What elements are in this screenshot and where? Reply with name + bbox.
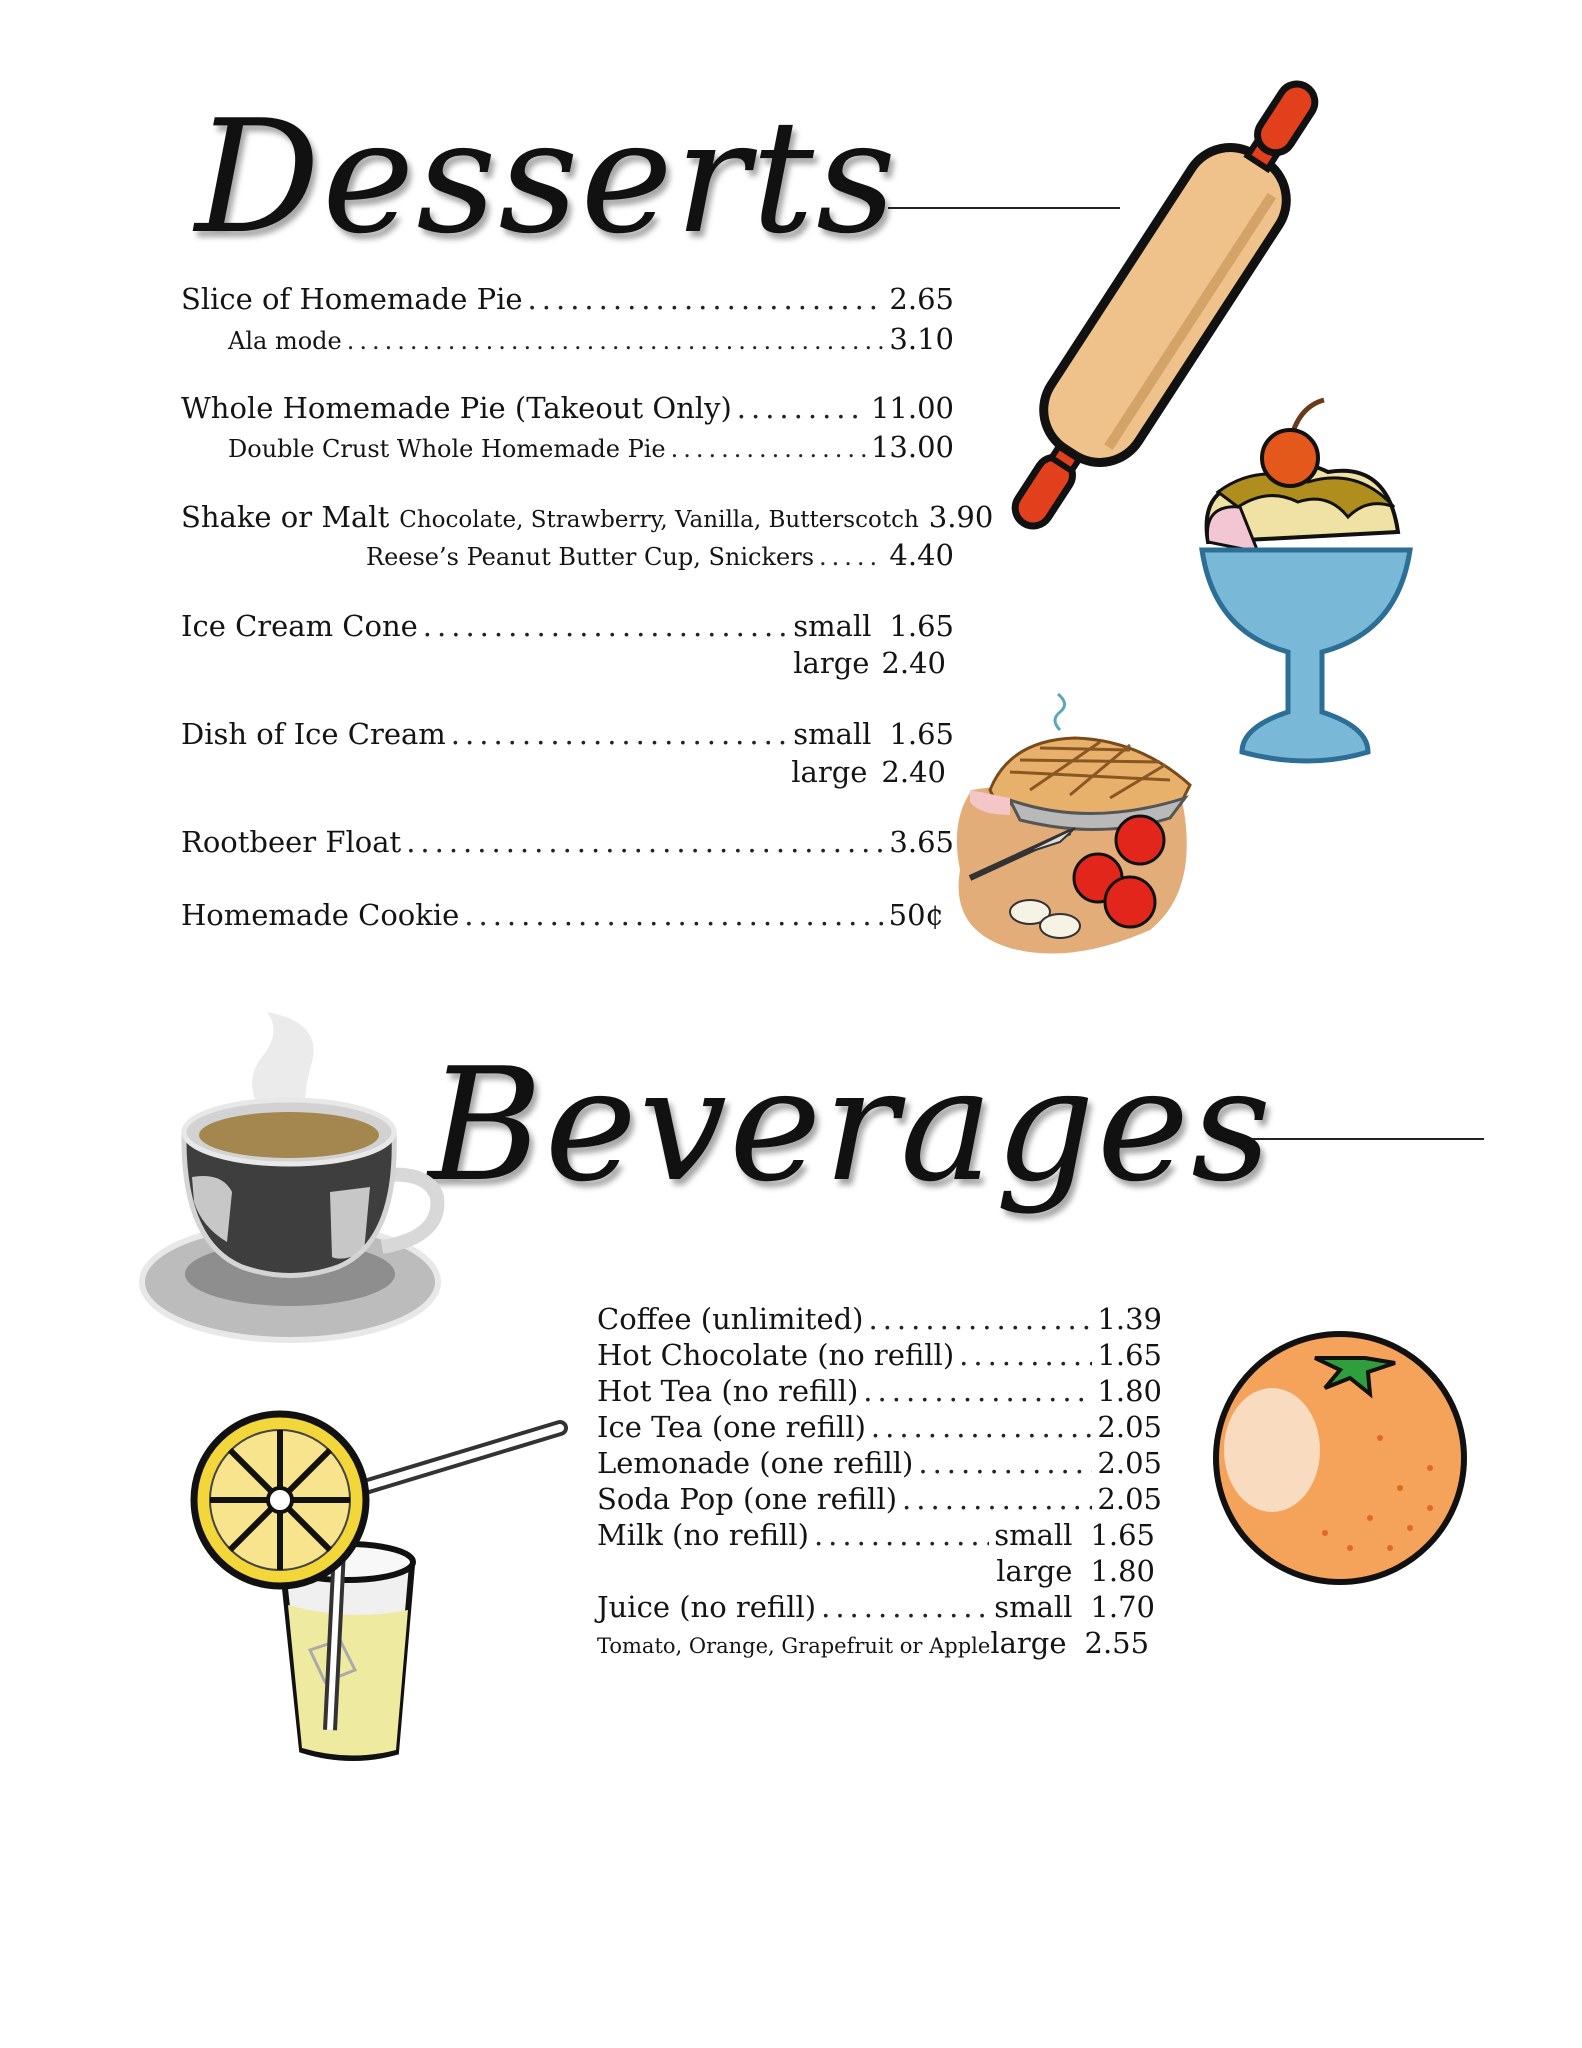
item-name: Ala mode bbox=[228, 327, 342, 355]
dot-leader bbox=[819, 543, 884, 571]
dot-leader bbox=[821, 1590, 989, 1624]
item-price: 1.39 bbox=[1097, 1302, 1162, 1336]
item-price: 11.00 bbox=[870, 391, 954, 425]
item-name: Coffee (unlimited) bbox=[597, 1302, 864, 1336]
dot-leader bbox=[918, 1446, 1092, 1480]
item-price: 1.80 bbox=[1097, 1374, 1162, 1408]
item-price: 2.05 bbox=[1097, 1482, 1162, 1516]
item-name: Juice (no refill) bbox=[597, 1590, 817, 1624]
coffee-cup-icon bbox=[142, 1012, 442, 1342]
item-price: 1.65 bbox=[889, 717, 954, 751]
dot-leader bbox=[871, 1410, 1093, 1444]
item-name: Reese’s Peanut Butter Cup, Snickers bbox=[366, 543, 815, 571]
menu-item bbox=[181, 898, 944, 932]
item-size: small bbox=[994, 1590, 1073, 1624]
beverages-title-rule bbox=[1252, 1138, 1484, 1140]
dot-leader bbox=[902, 1482, 1092, 1516]
item-description: Tomato, Orange, Grapefruit or Apple bbox=[597, 1634, 991, 1658]
item-name: Homemade Cookie bbox=[181, 898, 460, 932]
dot-leader bbox=[868, 1302, 1092, 1336]
item-name: Ice Tea (one refill) bbox=[597, 1410, 866, 1444]
dot-leader bbox=[423, 609, 788, 643]
item-name: Slice of Homemade Pie bbox=[181, 282, 523, 316]
item-price: 2.40 bbox=[881, 646, 946, 680]
dot-leader bbox=[347, 327, 885, 355]
lemonade-glass-icon bbox=[190, 1400, 570, 1770]
menu-item bbox=[597, 1338, 1162, 1372]
item-price: 2.05 bbox=[1097, 1446, 1162, 1480]
item-price: 3.90 bbox=[928, 500, 994, 534]
item-size: large bbox=[791, 755, 868, 789]
menu-item bbox=[597, 1410, 1162, 1444]
dot-leader bbox=[814, 1518, 989, 1552]
item-size: small bbox=[793, 717, 872, 751]
item-price: 3.65 bbox=[889, 825, 954, 859]
menu-item bbox=[181, 282, 954, 316]
item-name: Shake or Malt bbox=[181, 500, 390, 534]
menu-item bbox=[597, 1590, 1155, 1624]
sundae-icon bbox=[1198, 392, 1416, 792]
item-name: Milk (no refill) bbox=[597, 1518, 809, 1552]
menu-item bbox=[181, 609, 954, 643]
item-size: large bbox=[996, 1554, 1073, 1588]
item-description: Chocolate, Strawberry, Vanilla, Butterscotch bbox=[399, 507, 919, 533]
dot-leader bbox=[528, 282, 885, 316]
item-price: 3.10 bbox=[889, 322, 954, 356]
menu-item bbox=[181, 391, 954, 425]
item-price: 1.70 bbox=[1090, 1590, 1155, 1624]
apple-pie-icon bbox=[950, 690, 1196, 958]
item-name: Double Crust Whole Homemade Pie bbox=[228, 435, 666, 463]
dot-leader bbox=[451, 717, 788, 751]
item-price: 2.55 bbox=[1084, 1626, 1150, 1660]
dot-leader bbox=[406, 825, 884, 859]
menu-item bbox=[597, 1626, 1150, 1660]
item-price: 1.80 bbox=[1090, 1554, 1155, 1588]
menu-item bbox=[181, 500, 994, 534]
item-name: Hot Tea (no refill) bbox=[597, 1374, 859, 1408]
menu-item bbox=[597, 1446, 1162, 1480]
item-price: 2.05 bbox=[1097, 1410, 1162, 1444]
dot-leader bbox=[737, 391, 866, 425]
desserts-title: Desserts bbox=[195, 86, 899, 268]
menu-item bbox=[597, 1518, 1155, 1552]
item-size: large bbox=[793, 646, 870, 680]
menu-item bbox=[181, 717, 954, 751]
item-price: 50¢ bbox=[888, 898, 944, 932]
item-price: 2.65 bbox=[889, 282, 954, 316]
item-name: Hot Chocolate (no refill) bbox=[597, 1338, 955, 1372]
item-size: small bbox=[994, 1518, 1073, 1552]
orange-icon bbox=[1200, 1318, 1480, 1588]
dot-leader bbox=[863, 1374, 1092, 1408]
item-name: Rootbeer Float bbox=[181, 825, 402, 859]
item-price: 1.65 bbox=[1090, 1518, 1155, 1552]
menu-item bbox=[366, 538, 954, 572]
item-name: Ice Cream Cone bbox=[181, 609, 418, 643]
item-name: Lemonade (one refill) bbox=[597, 1446, 914, 1480]
item-price: 13.00 bbox=[870, 430, 954, 464]
menu-item bbox=[228, 430, 954, 464]
item-price: 2.40 bbox=[881, 755, 946, 789]
menu-item bbox=[228, 322, 954, 356]
menu-item bbox=[793, 646, 946, 680]
menu-item bbox=[181, 825, 954, 859]
menu-item bbox=[597, 1482, 1162, 1516]
item-name: Soda Pop (one refill) bbox=[597, 1482, 898, 1516]
dot-leader bbox=[464, 898, 883, 932]
item-price: 1.65 bbox=[1097, 1338, 1162, 1372]
dot-leader bbox=[959, 1338, 1092, 1372]
item-size: large bbox=[990, 1626, 1067, 1660]
item-price: 4.40 bbox=[889, 538, 954, 572]
beverages-title: Beverages bbox=[428, 1034, 1274, 1216]
menu-item bbox=[996, 1554, 1155, 1588]
menu-item bbox=[791, 755, 946, 789]
item-name: Dish of Ice Cream bbox=[181, 717, 446, 751]
dot-leader bbox=[671, 435, 866, 463]
item-price: 1.65 bbox=[889, 609, 954, 643]
menu-item bbox=[597, 1374, 1162, 1408]
item-size: small bbox=[793, 609, 872, 643]
menu-item bbox=[597, 1302, 1162, 1336]
item-name: Whole Homemade Pie (Takeout Only) bbox=[181, 391, 732, 425]
